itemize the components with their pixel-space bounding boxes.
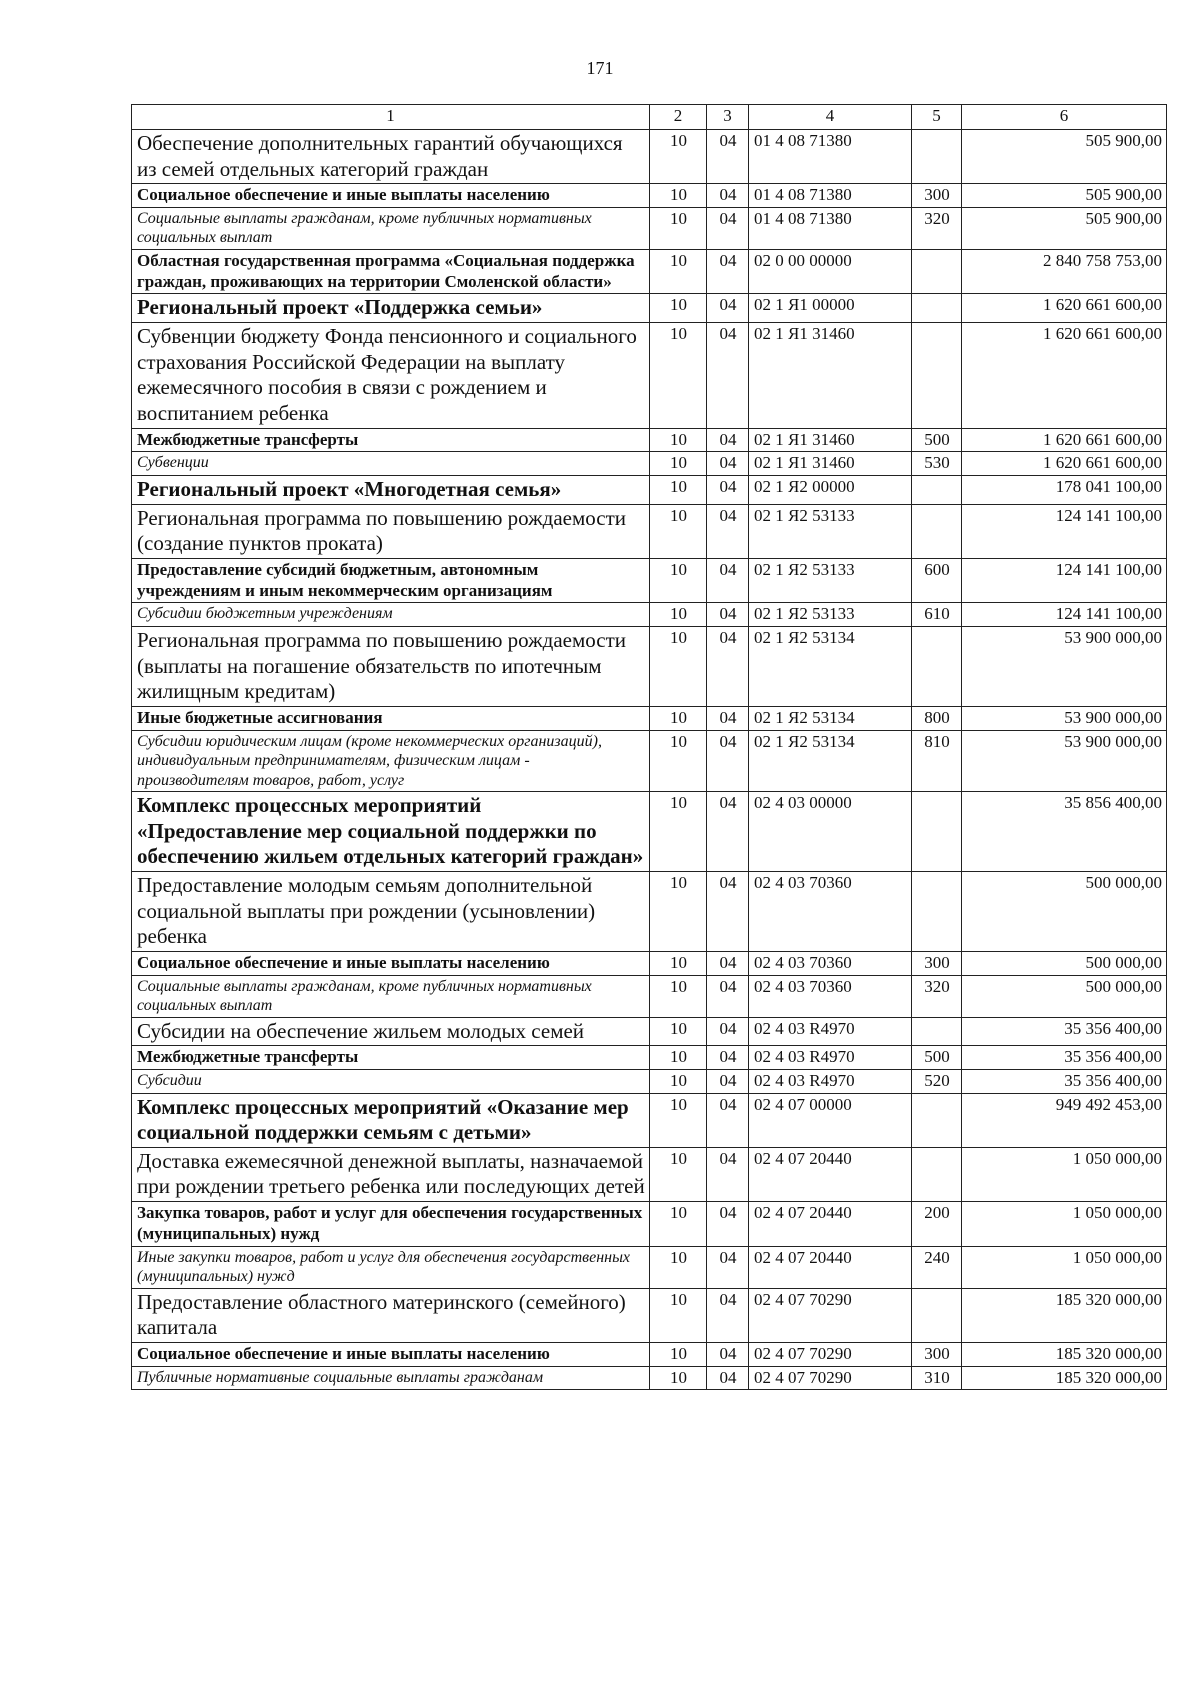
table-row xyxy=(132,184,1167,208)
column-header: 2 xyxy=(650,105,707,130)
row-name-cell: Региональная программа по повышению рождаемости (создание пунктов проката) xyxy=(132,504,650,558)
row-target-code-cell: 02 1 Я2 53134 xyxy=(749,706,912,730)
row-target-code-cell: 02 4 07 70290 xyxy=(749,1366,912,1390)
table-row xyxy=(132,1147,1167,1201)
table-row xyxy=(132,975,1167,1017)
row-subsection-cell: 04 xyxy=(707,323,749,428)
row-subsection-cell: 04 xyxy=(707,1246,749,1288)
row-target-code-cell: 01 4 08 71380 xyxy=(749,130,912,184)
row-section-cell: 10 xyxy=(650,130,707,184)
table-row xyxy=(132,207,1167,249)
row-name-cell: Региональная программа по повышению рождаемости (выплаты на погашение обязательств по ипотечным жилищным кредитам) xyxy=(132,627,650,707)
row-target-code-cell: 02 4 07 70290 xyxy=(749,1342,912,1366)
row-expense-type-cell xyxy=(912,1288,962,1342)
row-name-cell: Областная государственная программа «Социальная поддержка граждан, проживающих на территории Смоленской области» xyxy=(132,249,650,293)
row-name-cell: Региональный проект «Поддержка семьи» xyxy=(132,294,650,323)
row-expense-type-cell: 320 xyxy=(912,207,962,249)
table-row xyxy=(132,504,1167,558)
row-name-cell: Субсидии на обеспечение жильем молодых семей xyxy=(132,1017,650,1046)
row-target-code-cell: 02 4 03 70360 xyxy=(749,871,912,951)
row-name-cell: Субвенции бюджету Фонда пенсионного и социального страхования Российской Федерации на выплату ежемесячного пособия в связи с рождением и воспитанием ребенка xyxy=(132,323,650,428)
row-section-cell: 10 xyxy=(650,1069,707,1093)
table-row xyxy=(132,475,1167,504)
row-subsection-cell: 04 xyxy=(707,1017,749,1046)
row-name-cell: Субсидии бюджетным учреждениям xyxy=(132,603,650,627)
row-amount-cell: 185 320 000,00 xyxy=(962,1366,1167,1390)
row-subsection-cell: 04 xyxy=(707,1069,749,1093)
row-target-code-cell: 02 4 07 20440 xyxy=(749,1147,912,1201)
row-name-cell: Комплекс процессных мероприятий «Оказание мер социальной поддержки семьям с детьми» xyxy=(132,1093,650,1147)
row-amount-cell: 53 900 000,00 xyxy=(962,730,1167,792)
row-section-cell: 10 xyxy=(650,294,707,323)
row-target-code-cell: 02 1 Я1 00000 xyxy=(749,294,912,323)
row-target-code-cell: 02 4 03 70360 xyxy=(749,975,912,1017)
row-expense-type-cell xyxy=(912,294,962,323)
row-amount-cell: 185 320 000,00 xyxy=(962,1288,1167,1342)
row-expense-type-cell xyxy=(912,792,962,872)
row-section-cell: 10 xyxy=(650,1046,707,1070)
row-expense-type-cell xyxy=(912,475,962,504)
row-expense-type-cell: 300 xyxy=(912,951,962,975)
row-subsection-cell: 04 xyxy=(707,1147,749,1201)
row-expense-type-cell xyxy=(912,1017,962,1046)
row-expense-type-cell xyxy=(912,249,962,293)
table-row xyxy=(132,323,1167,428)
table-header-row xyxy=(132,105,1167,130)
row-section-cell: 10 xyxy=(650,730,707,792)
row-expense-type-cell: 530 xyxy=(912,452,962,476)
row-target-code-cell: 02 1 Я1 31460 xyxy=(749,452,912,476)
row-name-cell: Социальное обеспечение и иные выплаты населению xyxy=(132,951,650,975)
row-section-cell: 10 xyxy=(650,1288,707,1342)
row-subsection-cell: 04 xyxy=(707,452,749,476)
row-subsection-cell: 04 xyxy=(707,504,749,558)
table-row xyxy=(132,1046,1167,1070)
row-name-cell: Субсидии юридическим лицам (кроме некоммерческих организаций), индивидуальным предпринимателям, физическим лицам - производителям товаров, работ, услуг xyxy=(132,730,650,792)
row-section-cell: 10 xyxy=(650,323,707,428)
row-section-cell: 10 xyxy=(650,428,707,452)
row-amount-cell: 1 620 661 600,00 xyxy=(962,452,1167,476)
row-name-cell: Межбюджетные трансферты xyxy=(132,428,650,452)
row-amount-cell: 1 620 661 600,00 xyxy=(962,428,1167,452)
table-row xyxy=(132,1288,1167,1342)
row-target-code-cell: 02 1 Я1 31460 xyxy=(749,428,912,452)
row-name-cell: Предоставление молодым семьям дополнительной социальной выплаты при рождении (усыновлении) ребенка xyxy=(132,871,650,951)
row-target-code-cell: 02 0 00 00000 xyxy=(749,249,912,293)
row-target-code-cell: 02 1 Я2 53134 xyxy=(749,627,912,707)
table-row xyxy=(132,951,1167,975)
table-row xyxy=(132,1202,1167,1246)
row-name-cell: Обеспечение дополнительных гарантий обучающихся из семей отдельных категорий граждан xyxy=(132,130,650,184)
row-expense-type-cell: 520 xyxy=(912,1069,962,1093)
row-target-code-cell: 02 1 Я1 31460 xyxy=(749,323,912,428)
table-row xyxy=(132,130,1167,184)
table-row xyxy=(132,1069,1167,1093)
row-name-cell: Субсидии xyxy=(132,1069,650,1093)
row-expense-type-cell xyxy=(912,1147,962,1201)
row-target-code-cell: 02 4 07 20440 xyxy=(749,1246,912,1288)
row-subsection-cell: 04 xyxy=(707,1366,749,1390)
row-amount-cell: 1 050 000,00 xyxy=(962,1147,1167,1201)
row-target-code-cell: 02 4 03 70360 xyxy=(749,951,912,975)
row-section-cell: 10 xyxy=(650,558,707,602)
row-subsection-cell: 04 xyxy=(707,730,749,792)
row-subsection-cell: 04 xyxy=(707,130,749,184)
table-row xyxy=(132,249,1167,293)
row-expense-type-cell: 320 xyxy=(912,975,962,1017)
row-expense-type-cell: 240 xyxy=(912,1246,962,1288)
row-subsection-cell: 04 xyxy=(707,1202,749,1246)
row-target-code-cell: 02 1 Я2 53133 xyxy=(749,603,912,627)
row-section-cell: 10 xyxy=(650,1017,707,1046)
row-amount-cell: 949 492 453,00 xyxy=(962,1093,1167,1147)
row-subsection-cell: 04 xyxy=(707,792,749,872)
row-amount-cell: 35 356 400,00 xyxy=(962,1069,1167,1093)
row-name-cell: Региональный проект «Многодетная семья» xyxy=(132,475,650,504)
row-amount-cell: 185 320 000,00 xyxy=(962,1342,1167,1366)
table-row xyxy=(132,428,1167,452)
column-header: 1 xyxy=(132,105,650,130)
row-expense-type-cell: 310 xyxy=(912,1366,962,1390)
row-subsection-cell: 04 xyxy=(707,603,749,627)
row-target-code-cell: 02 4 03 R4970 xyxy=(749,1069,912,1093)
row-subsection-cell: 04 xyxy=(707,249,749,293)
table-row xyxy=(132,1342,1167,1366)
row-expense-type-cell: 800 xyxy=(912,706,962,730)
row-amount-cell: 35 356 400,00 xyxy=(962,1017,1167,1046)
row-section-cell: 10 xyxy=(650,1093,707,1147)
row-name-cell: Социальные выплаты гражданам, кроме публичных нормативных социальных выплат xyxy=(132,207,650,249)
row-amount-cell: 53 900 000,00 xyxy=(962,627,1167,707)
row-section-cell: 10 xyxy=(650,249,707,293)
row-subsection-cell: 04 xyxy=(707,871,749,951)
row-amount-cell: 1 050 000,00 xyxy=(962,1202,1167,1246)
row-expense-type-cell: 300 xyxy=(912,1342,962,1366)
row-section-cell: 10 xyxy=(650,792,707,872)
row-section-cell: 10 xyxy=(650,1342,707,1366)
row-section-cell: 10 xyxy=(650,1147,707,1201)
row-target-code-cell: 01 4 08 71380 xyxy=(749,184,912,208)
row-section-cell: 10 xyxy=(650,207,707,249)
row-amount-cell: 1 620 661 600,00 xyxy=(962,294,1167,323)
row-amount-cell: 2 840 758 753,00 xyxy=(962,249,1167,293)
row-target-code-cell: 02 4 07 00000 xyxy=(749,1093,912,1147)
row-name-cell: Комплекс процессных мероприятий «Предоставление мер социальной поддержки по обеспечению жильем отдельных категорий граждан» xyxy=(132,792,650,872)
row-amount-cell: 53 900 000,00 xyxy=(962,706,1167,730)
row-name-cell: Предоставление областного материнского (семейного) капитала xyxy=(132,1288,650,1342)
row-target-code-cell: 02 4 03 00000 xyxy=(749,792,912,872)
row-section-cell: 10 xyxy=(650,706,707,730)
row-section-cell: 10 xyxy=(650,452,707,476)
row-expense-type-cell: 600 xyxy=(912,558,962,602)
row-expense-type-cell: 500 xyxy=(912,1046,962,1070)
row-section-cell: 10 xyxy=(650,627,707,707)
page-number: 171 xyxy=(586,58,614,78)
row-target-code-cell: 01 4 08 71380 xyxy=(749,207,912,249)
row-expense-type-cell xyxy=(912,504,962,558)
row-subsection-cell: 04 xyxy=(707,627,749,707)
row-expense-type-cell: 500 xyxy=(912,428,962,452)
row-expense-type-cell xyxy=(912,323,962,428)
row-section-cell: 10 xyxy=(650,1366,707,1390)
row-amount-cell: 1 620 661 600,00 xyxy=(962,323,1167,428)
row-subsection-cell: 04 xyxy=(707,294,749,323)
row-subsection-cell: 04 xyxy=(707,1342,749,1366)
table-row xyxy=(132,1246,1167,1288)
column-header: 3 xyxy=(707,105,749,130)
row-section-cell: 10 xyxy=(650,975,707,1017)
row-name-cell: Иные бюджетные ассигнования xyxy=(132,706,650,730)
row-amount-cell: 124 141 100,00 xyxy=(962,504,1167,558)
column-header: 6 xyxy=(962,105,1167,130)
row-amount-cell: 124 141 100,00 xyxy=(962,558,1167,602)
row-expense-type-cell xyxy=(912,627,962,707)
budget-table xyxy=(131,104,1167,1390)
row-section-cell: 10 xyxy=(650,475,707,504)
row-name-cell: Предоставление субсидий бюджетным, автономным учреждениям и иным некоммерческим организациям xyxy=(132,558,650,602)
row-subsection-cell: 04 xyxy=(707,184,749,208)
row-amount-cell: 124 141 100,00 xyxy=(962,603,1167,627)
table-row xyxy=(132,730,1167,792)
row-expense-type-cell xyxy=(912,1093,962,1147)
row-expense-type-cell xyxy=(912,871,962,951)
row-name-cell: Иные закупки товаров, работ и услуг для обеспечения государственных (муниципальных) нужд xyxy=(132,1246,650,1288)
table-row xyxy=(132,792,1167,872)
row-name-cell: Социальные выплаты гражданам, кроме публичных нормативных социальных выплат xyxy=(132,975,650,1017)
row-amount-cell: 500 000,00 xyxy=(962,975,1167,1017)
row-expense-type-cell: 300 xyxy=(912,184,962,208)
row-subsection-cell: 04 xyxy=(707,475,749,504)
table-row xyxy=(132,1366,1167,1390)
row-expense-type-cell xyxy=(912,130,962,184)
row-amount-cell: 178 041 100,00 xyxy=(962,475,1167,504)
row-amount-cell: 35 856 400,00 xyxy=(962,792,1167,872)
row-name-cell: Доставка ежемесячной денежной выплаты, назначаемой при рождении третьего ребенка или последующих детей xyxy=(132,1147,650,1201)
row-section-cell: 10 xyxy=(650,603,707,627)
row-amount-cell: 1 050 000,00 xyxy=(962,1246,1167,1288)
row-section-cell: 10 xyxy=(650,1202,707,1246)
row-name-cell: Социальное обеспечение и иные выплаты населению xyxy=(132,184,650,208)
row-section-cell: 10 xyxy=(650,871,707,951)
row-amount-cell: 505 900,00 xyxy=(962,207,1167,249)
row-name-cell: Закупка товаров, работ и услуг для обеспечения государственных (муниципальных) нужд xyxy=(132,1202,650,1246)
row-target-code-cell: 02 1 Я2 53134 xyxy=(749,730,912,792)
row-subsection-cell: 04 xyxy=(707,207,749,249)
row-target-code-cell: 02 4 07 20440 xyxy=(749,1202,912,1246)
table-row xyxy=(132,871,1167,951)
table-row xyxy=(132,706,1167,730)
table-row xyxy=(132,294,1167,323)
row-subsection-cell: 04 xyxy=(707,975,749,1017)
row-amount-cell: 35 356 400,00 xyxy=(962,1046,1167,1070)
row-target-code-cell: 02 1 Я2 00000 xyxy=(749,475,912,504)
row-subsection-cell: 04 xyxy=(707,706,749,730)
row-name-cell: Публичные нормативные социальные выплаты гражданам xyxy=(132,1366,650,1390)
row-expense-type-cell: 610 xyxy=(912,603,962,627)
row-target-code-cell: 02 1 Я2 53133 xyxy=(749,558,912,602)
row-subsection-cell: 04 xyxy=(707,558,749,602)
row-name-cell: Субвенции xyxy=(132,452,650,476)
row-target-code-cell: 02 4 03 R4970 xyxy=(749,1017,912,1046)
row-target-code-cell: 02 4 03 R4970 xyxy=(749,1046,912,1070)
table-row xyxy=(132,452,1167,476)
row-section-cell: 10 xyxy=(650,504,707,558)
row-subsection-cell: 04 xyxy=(707,951,749,975)
row-name-cell: Социальное обеспечение и иные выплаты населению xyxy=(132,1342,650,1366)
table-row xyxy=(132,1017,1167,1046)
row-section-cell: 10 xyxy=(650,1246,707,1288)
row-target-code-cell: 02 1 Я2 53133 xyxy=(749,504,912,558)
table-row xyxy=(132,627,1167,707)
row-section-cell: 10 xyxy=(650,951,707,975)
row-section-cell: 10 xyxy=(650,184,707,208)
table-row xyxy=(132,558,1167,602)
row-subsection-cell: 04 xyxy=(707,1046,749,1070)
row-subsection-cell: 04 xyxy=(707,428,749,452)
column-header: 4 xyxy=(749,105,912,130)
row-amount-cell: 505 900,00 xyxy=(962,184,1167,208)
row-amount-cell: 500 000,00 xyxy=(962,951,1167,975)
row-name-cell: Межбюджетные трансферты xyxy=(132,1046,650,1070)
row-target-code-cell: 02 4 07 70290 xyxy=(749,1288,912,1342)
column-header: 5 xyxy=(912,105,962,130)
row-amount-cell: 500 000,00 xyxy=(962,871,1167,951)
row-expense-type-cell: 810 xyxy=(912,730,962,792)
row-expense-type-cell: 200 xyxy=(912,1202,962,1246)
table-row xyxy=(132,603,1167,627)
table-row xyxy=(132,1093,1167,1147)
row-subsection-cell: 04 xyxy=(707,1288,749,1342)
row-subsection-cell: 04 xyxy=(707,1093,749,1147)
row-amount-cell: 505 900,00 xyxy=(962,130,1167,184)
